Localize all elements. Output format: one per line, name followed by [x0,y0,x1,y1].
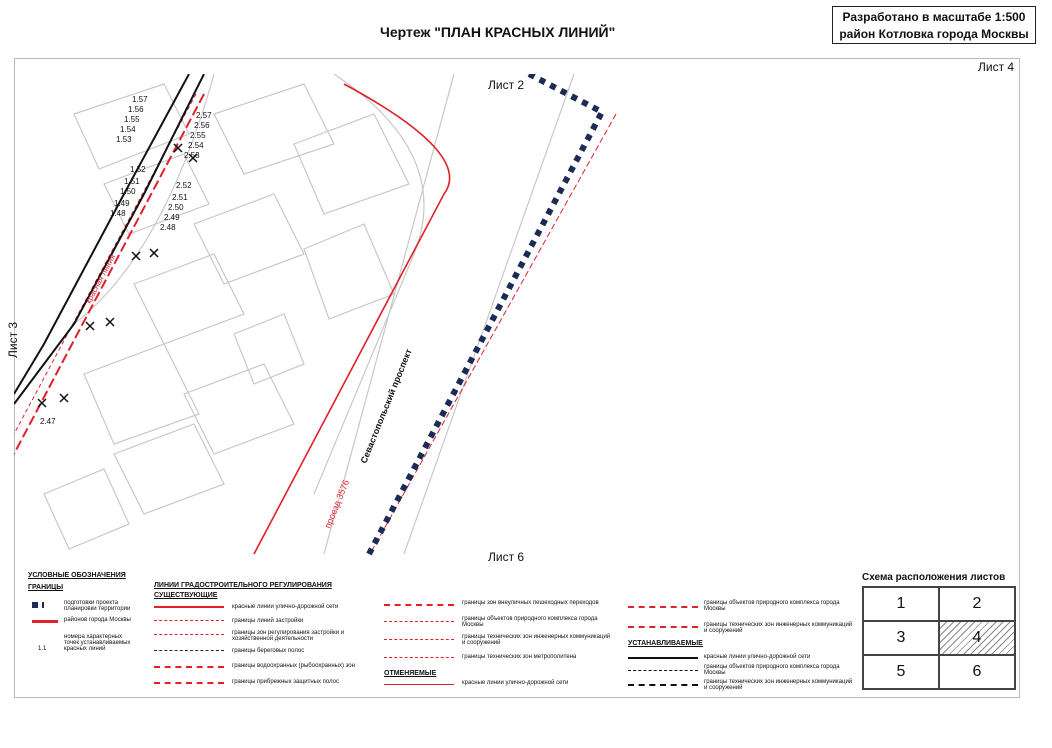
sheet-scheme [862,586,1016,690]
red-line-label: красная линия [83,252,118,305]
sheet-label-bottom: Лист 6 [488,550,525,564]
point-labels [40,95,212,426]
drawing-title: Чертеж "ПЛАН КРАСНЫХ ЛИНИЙ" [380,24,616,40]
legend-swatch [384,604,454,606]
point-label: 1.48 [110,209,126,218]
map-canvas[interactable] [14,74,1020,564]
legend-item: границы водоохранных (рыбоохранных) зон [232,663,355,669]
legend-swatch [628,657,698,659]
point-label: 1.57 [132,95,148,104]
building [184,364,294,454]
point-label: 2.55 [190,131,206,140]
building [294,114,409,214]
building [44,469,129,549]
building [134,254,244,344]
scheme-cell-1[interactable]: 1 [863,587,939,621]
legend-item: красные линии улично-дорожной сети [462,680,569,686]
legend-item: границы зон внеуличных пешеходных переходов [462,600,599,606]
legend-swatch [628,684,698,686]
legend-swatch [154,682,224,684]
point-label: 1.55 [124,115,140,124]
legend-item: границы технических зон инженерных коммуникаций и сооружений [704,679,853,691]
red-lines [14,84,616,554]
legend-item: границы технических зон инженерных коммуникаций и сооружений [462,634,611,646]
district-text: район Котловка города Москвы [839,27,1029,41]
point-label: 2.48 [160,223,176,232]
point-label: 2.57 [196,111,212,120]
point-label: 2.52 [176,181,192,190]
district-boundary [14,74,204,404]
building [304,224,394,319]
red-line-established [14,94,204,454]
scheme-title: Схема расположения листов [862,572,1006,583]
legend-swatch [32,602,44,608]
sheet-label-left: Лист 3 [6,321,20,358]
legend-swatch [628,626,698,628]
point-label: 2.47 [40,417,56,426]
building [114,424,224,514]
passage-label: проезд 3576 [322,478,352,530]
legend-swatch [628,606,698,608]
legend-point-num: 1.1 [38,646,47,652]
point-label: 2.50 [168,203,184,212]
legend-swatch [384,684,454,685]
sheet-label-top: Лист 2 [488,78,525,92]
legend-swatch [384,621,454,622]
red-line-passage [254,84,450,554]
point-label: 2.49 [164,213,180,222]
legend-swatch [154,606,224,608]
legend-item: красные линии улично-дорожной сети [232,604,339,610]
legend-item: подготовки проекта планировки территории [64,600,131,612]
legend-established: УСТАНАВЛИВАЕМЫЕ [628,640,703,647]
legend-item: красные линии улично-дорожной сети [704,654,811,660]
legend-item: границы прибрежных защитных полос [232,679,340,685]
point-markers [38,144,197,407]
legend-swatch [628,670,698,671]
legend-item: границы береговых полос [232,648,305,654]
point-label: 1.56 [128,105,144,114]
point-label: 1.49 [114,199,130,208]
point-label: 1.50 [120,187,136,196]
legend-item: границы объектов природного комплекса города Москвы [704,600,840,612]
point-label: 1.52 [130,165,146,174]
point-label: 2.54 [188,141,204,150]
scheme-cell-3[interactable]: 3 [863,621,939,655]
legend-swatch [154,666,224,668]
legend-item: границы технических зон метрополитена [462,654,577,660]
legend-item: границы объектов природного комплекса города Москвы [704,664,840,676]
point-label: 2.51 [172,193,188,202]
scheme-cell-6[interactable]: 6 [939,655,1015,689]
legend-swatch [384,657,454,658]
legend-heading: УСЛОВНЫЕ ОБОЗНАЧЕНИЯ [28,572,126,579]
legend-swatch [154,634,224,635]
point-label: 1.53 [116,135,132,144]
project-boundary [369,74,602,554]
scheme-cell-2[interactable]: 2 [939,587,1015,621]
scale-text: Разработано в масштабе 1:500 [842,10,1026,24]
legend-item: номера характерных точек устанавливаемых красных линий [64,634,131,652]
legend-swatch [384,639,454,640]
building [194,194,304,284]
building-outlines [44,74,574,554]
legend-swatch [154,620,224,621]
scale-box [832,6,1036,44]
legend-swatch [154,650,224,651]
legend-item: районов города Москвы [64,617,131,623]
legend-swatch [32,620,58,623]
sheet-label-top-right: Лист 4 [978,60,1015,74]
point-label: 2.56 [194,121,210,130]
road-edge [404,74,574,554]
legend-cancelled: ОТМЕНЯЕМЫЕ [384,670,437,677]
legend-item: границы зон регулирования застройки и хозяйственной деятельности [232,630,345,642]
legend-existing: СУЩЕСТВУЮЩИЕ [154,592,218,599]
legend-lines-heading: ЛИНИИ ГРАДОСТРОИТЕЛЬНОГО РЕГУЛИРОВАНИЯ [154,582,332,589]
legend-item: границы технических зон инженерных коммуникаций и сооружений [704,622,853,634]
point-label: 2.53 [184,151,200,160]
legend-borders-heading: ГРАНИЦЫ [28,584,64,591]
street-label: Севастопольский проспект [358,347,414,465]
legend-item: границы объектов природного комплекса города Москвы [462,616,598,628]
point-label: 1.51 [124,177,140,186]
legend-item: границы линий застройки [232,618,304,624]
scheme-cell-5[interactable]: 5 [863,655,939,689]
building [214,84,334,174]
point-label: 1.54 [120,125,136,134]
scheme-cell-4[interactable]: 4 [939,621,1015,655]
